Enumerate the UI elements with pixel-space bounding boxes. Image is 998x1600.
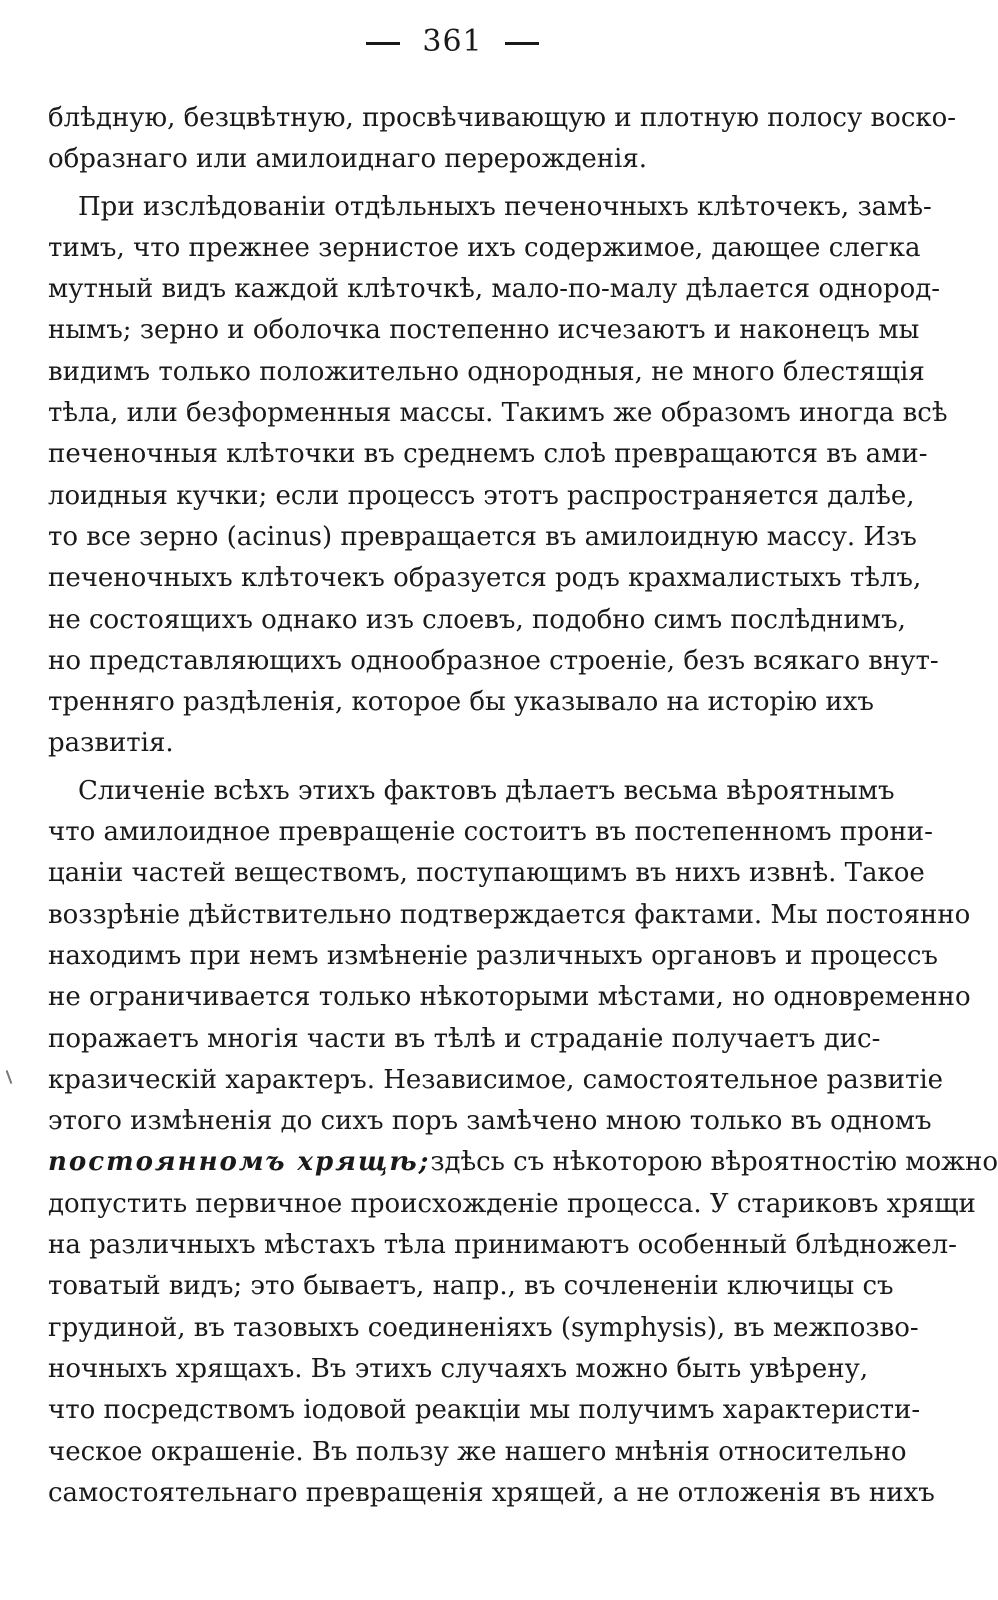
text-line: видимъ только положительно однородныя, не много блестящія <box>48 356 925 387</box>
text-line: самостоятельнаго превращенія хрящей, а не отложенія въ нихъ <box>48 1477 935 1508</box>
text-line: тѣла, или безформенныя массы. Такимъ же образомъ иногда всѣ <box>48 398 948 429</box>
text-line: печеночныя клѣточки въ среднемъ слоѣ превращаются въ ами- <box>48 439 928 470</box>
text-line: на различныхъ мѣстахъ тѣла принимаютъ особенный блѣдножел- <box>48 1230 957 1261</box>
text-line: цаніи частей веществомъ, поступающимъ въ нихъ извнѣ. Такое <box>48 858 925 889</box>
text-line: нымъ; зерно и оболочка постепенно исчезаютъ и наконецъ мы <box>48 315 920 346</box>
text-line: что посредствомъ іодовой реакціи мы получимъ характеристи- <box>48 1395 921 1426</box>
text-line: мутный видъ каждой клѣточкѣ, мало-по-малу дѣлается однород- <box>48 274 941 305</box>
page-number-value: 361 <box>422 24 483 59</box>
body-text <box>48 98 998 1514</box>
text-line: ночныхъ хрящахъ. Въ этихъ случаяхъ можно быть увѣрену, <box>48 1353 869 1384</box>
text-line: то все зерно (acinus) превращается въ амилоидную массу. Изъ <box>48 521 917 552</box>
text-line: тимъ, что прежнее зернистое ихъ содержимое, дающее слегка <box>48 232 921 263</box>
text-line: поражаетъ многія части въ тѣлѣ и страданіе получаетъ дис- <box>48 1023 881 1054</box>
emphasis-text: постоянномъ хрящѣ; <box>48 1147 431 1178</box>
text-line: не состоящихъ однако изъ слоевъ, подобно симъ послѣднимъ, <box>48 604 906 635</box>
text-line: товатый видъ; это бываетъ, напр., въ сочлененіи ключицы съ <box>48 1271 894 1302</box>
page-number <box>0 22 905 62</box>
text-line: не ограничивается только нѣкоторыми мѣстами, но одновременно <box>48 982 971 1013</box>
text-line-with-emphasis <box>48 1142 998 1183</box>
text-line: допустить первичное происхожденіе процесса. У стариковъ хрящи <box>48 1188 976 1219</box>
text-line: этого измѣненія до сихъ поръ замѣчено мною только въ одномъ <box>48 1106 932 1137</box>
page-number-dash-right <box>505 42 539 45</box>
text-line: лоидныя кучки; если процессъ этотъ распространяется далѣе, <box>48 480 915 511</box>
page-number-dash-left <box>366 42 400 45</box>
text-line: печеночныхъ клѣточекъ образуется родъ крахмалистыхъ тѣлъ, <box>48 563 922 594</box>
text-line: грудиной, въ тазовыхъ соединеніяхъ (symphysis), въ межпозво- <box>48 1312 919 1343</box>
paragraph-start-line: При изслѣдованіи отдѣльныхъ печеночныхъ клѣточекъ, замѣ- <box>78 191 932 222</box>
text-line: тренняго раздѣленія, которое бы указывало на исторію ихъ <box>48 687 874 718</box>
text-line: но представляющихъ однообразное строеніе, безъ всякаго внут- <box>48 645 939 676</box>
text-line-tail: здѣсь съ нѣкоторою вѣроятностію можно <box>430 1147 998 1178</box>
text-line: развитія. <box>48 728 174 759</box>
text-line: кразическій характеръ. Независимое, самостоятельное развитіе <box>48 1064 944 1095</box>
text-line: образнаго или амилоиднаго перерожденія. <box>48 144 648 175</box>
text-line: блѣдную, безцвѣтную, просвѣчивающую и плотную полосу воско- <box>48 103 957 133</box>
text-line: воззрѣніе дѣйствительно подтверждается фактами. Мы постоянно <box>48 899 971 930</box>
text-line: ческое окрашеніе. Въ пользу же нашего мнѣнія относительно <box>48 1436 907 1467</box>
margin-pencil-mark <box>6 1070 13 1084</box>
paragraph-start-line: Сличеніе всѣхъ этихъ фактовъ дѣлаетъ весьма вѣроятнымъ <box>78 775 895 806</box>
text-line: что амилоидное превращеніе состоитъ въ постепенномъ прони- <box>48 817 933 848</box>
text-line: находимъ при немъ измѣненіе различныхъ органовъ и процессъ <box>48 940 938 971</box>
